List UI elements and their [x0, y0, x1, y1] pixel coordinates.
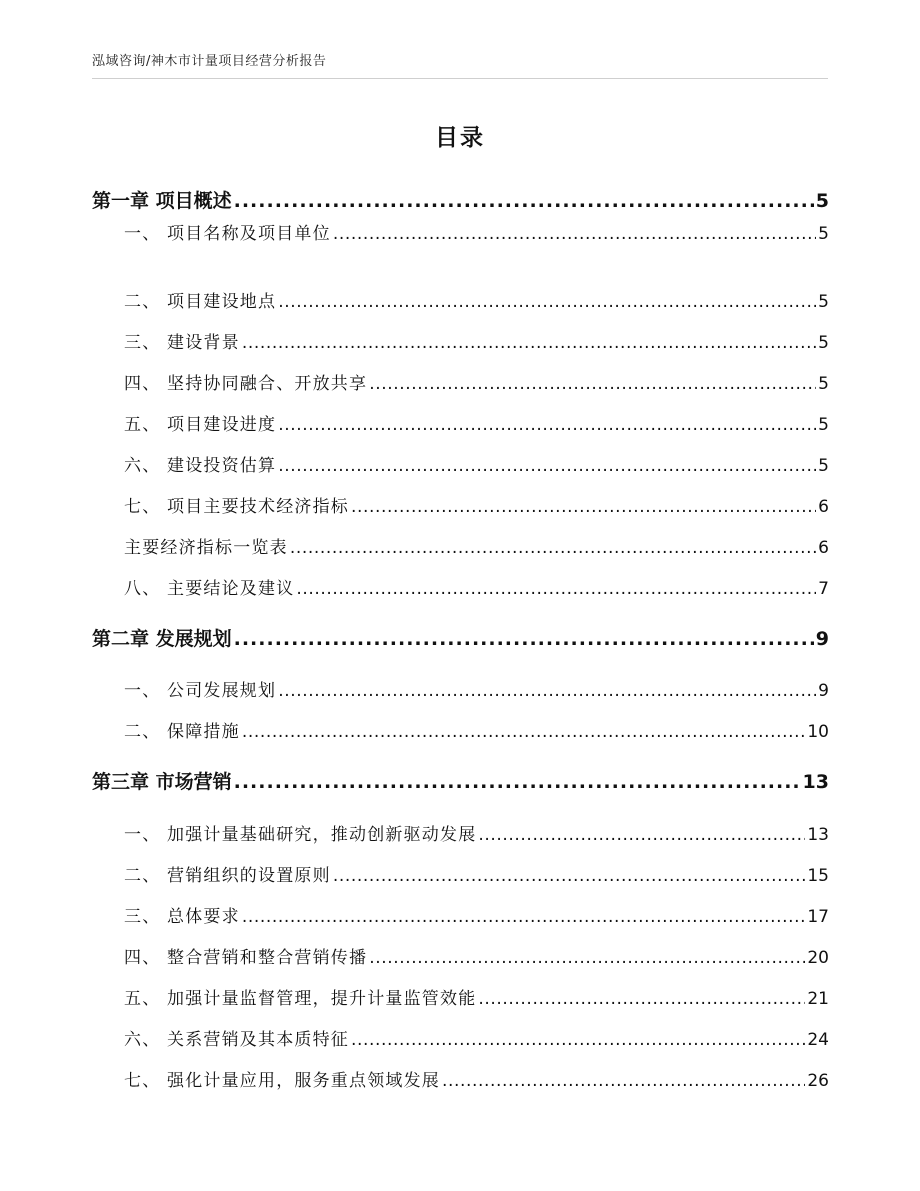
toc-entry-page: 5 [818, 333, 829, 353]
toc-entry-label: 三、 建设背景 [124, 333, 240, 353]
toc-entry-label: 三、 总体要求 [124, 907, 240, 927]
toc-table-entry[interactable] [124, 533, 829, 558]
toc-entry-label: 六、 关系营销及其本质特征 [124, 1030, 350, 1050]
toc-section[interactable] [124, 676, 829, 701]
running-header: 泓域咨询/神木市计量项目经营分析报告 [92, 54, 327, 69]
dot-leader [242, 333, 816, 353]
toc-section[interactable] [124, 902, 829, 927]
dot-leader [278, 415, 816, 435]
toc-entry-page: 26 [807, 1071, 829, 1091]
toc-chapter-2[interactable] [92, 624, 829, 651]
toc-entry-label: 六、 建设投资估算 [124, 456, 277, 476]
toc-entry-label: 二、 保障措施 [124, 722, 240, 742]
dot-leader [369, 948, 805, 968]
toc-entry-page: 9 [815, 628, 829, 650]
toc-section[interactable] [124, 410, 829, 435]
toc-section[interactable] [124, 1025, 829, 1050]
toc-section[interactable] [124, 861, 829, 886]
dot-leader [351, 1030, 805, 1050]
toc-section[interactable] [124, 451, 829, 476]
toc-section[interactable] [124, 328, 829, 353]
toc-entry-label: 二、 项目建设地点 [124, 292, 277, 312]
toc-entry-page: 5 [818, 456, 829, 476]
toc-entry-page: 24 [807, 1030, 829, 1050]
toc-section[interactable] [124, 574, 829, 599]
dot-leader [234, 190, 814, 212]
dot-leader [242, 722, 806, 742]
toc-entry-label: 五、 项目建设进度 [124, 415, 277, 435]
toc-entry-page: 5 [818, 292, 829, 312]
dot-leader [333, 866, 806, 886]
toc-entry-page: 13 [807, 825, 829, 845]
toc-entry-label: 二、 营销组织的设置原则 [124, 866, 331, 886]
toc-entry-label: 一、 加强计量基础研究，推动创新驱动发展 [124, 825, 477, 845]
dot-leader [278, 681, 816, 701]
toc-entry-label: 主要经济指标一览表 [124, 538, 288, 558]
toc-section[interactable] [124, 717, 829, 742]
toc-entry-page: 15 [807, 866, 829, 886]
toc-section[interactable] [124, 369, 829, 394]
dot-leader [442, 1071, 805, 1091]
toc-entry-page: 10 [807, 722, 829, 742]
toc-entry-label: 第一章 项目概述 [92, 190, 232, 212]
dot-leader [478, 989, 805, 1009]
toc-entry-label: 一、 公司发展规划 [124, 681, 277, 701]
toc-entry-page: 5 [818, 415, 829, 435]
toc-entry-label: 一、 项目名称及项目单位 [124, 224, 331, 244]
toc-section[interactable] [124, 1066, 829, 1091]
toc-entry-page: 13 [802, 771, 829, 793]
dot-leader [278, 292, 816, 312]
toc-section[interactable] [124, 219, 829, 244]
toc-entry-label: 第三章 市场营销 [92, 771, 232, 793]
toc-entry-label: 四、 坚持协同融合、开放共享 [124, 374, 368, 394]
toc-entry-label: 八、 主要结论及建议 [124, 579, 295, 599]
toc-entry-label: 七、 项目主要技术经济指标 [124, 497, 350, 517]
toc-entry-page: 9 [818, 681, 829, 701]
dot-leader [290, 538, 816, 558]
toc-entry-page: 7 [818, 579, 829, 599]
toc-entry-label: 第二章 发展规划 [92, 628, 232, 650]
dot-leader [369, 374, 816, 394]
dot-leader [351, 497, 816, 517]
toc-section[interactable] [124, 984, 829, 1009]
dot-leader [333, 224, 816, 244]
dot-leader [478, 825, 805, 845]
toc-entry-page: 21 [807, 989, 829, 1009]
toc-entry-label: 四、 整合营销和整合营销传播 [124, 948, 368, 968]
dot-leader [234, 771, 801, 793]
toc-entry-page: 20 [807, 948, 829, 968]
toc-entry-page: 6 [818, 497, 829, 517]
toc-chapter-3[interactable] [92, 767, 829, 794]
toc-entry-label: 五、 加强计量监督管理，提升计量监管效能 [124, 989, 477, 1009]
dot-leader [296, 579, 816, 599]
toc-entry-page: 17 [807, 907, 829, 927]
dot-leader [278, 456, 816, 476]
dot-leader [234, 628, 814, 650]
toc-entry-label: 七、 强化计量应用，服务重点领域发展 [124, 1071, 441, 1091]
toc-section[interactable] [124, 287, 829, 312]
toc-section[interactable] [124, 492, 829, 517]
toc-title: 目录 [435, 125, 485, 151]
toc-entry-page: 6 [818, 538, 829, 558]
toc-entry-page: 5 [818, 374, 829, 394]
toc-entry-page: 5 [818, 224, 829, 244]
dot-leader [242, 907, 806, 927]
toc-chapter-1[interactable] [92, 186, 829, 213]
toc-entry-page: 5 [815, 190, 829, 212]
toc-section[interactable] [124, 820, 829, 845]
toc-section[interactable] [124, 943, 829, 968]
